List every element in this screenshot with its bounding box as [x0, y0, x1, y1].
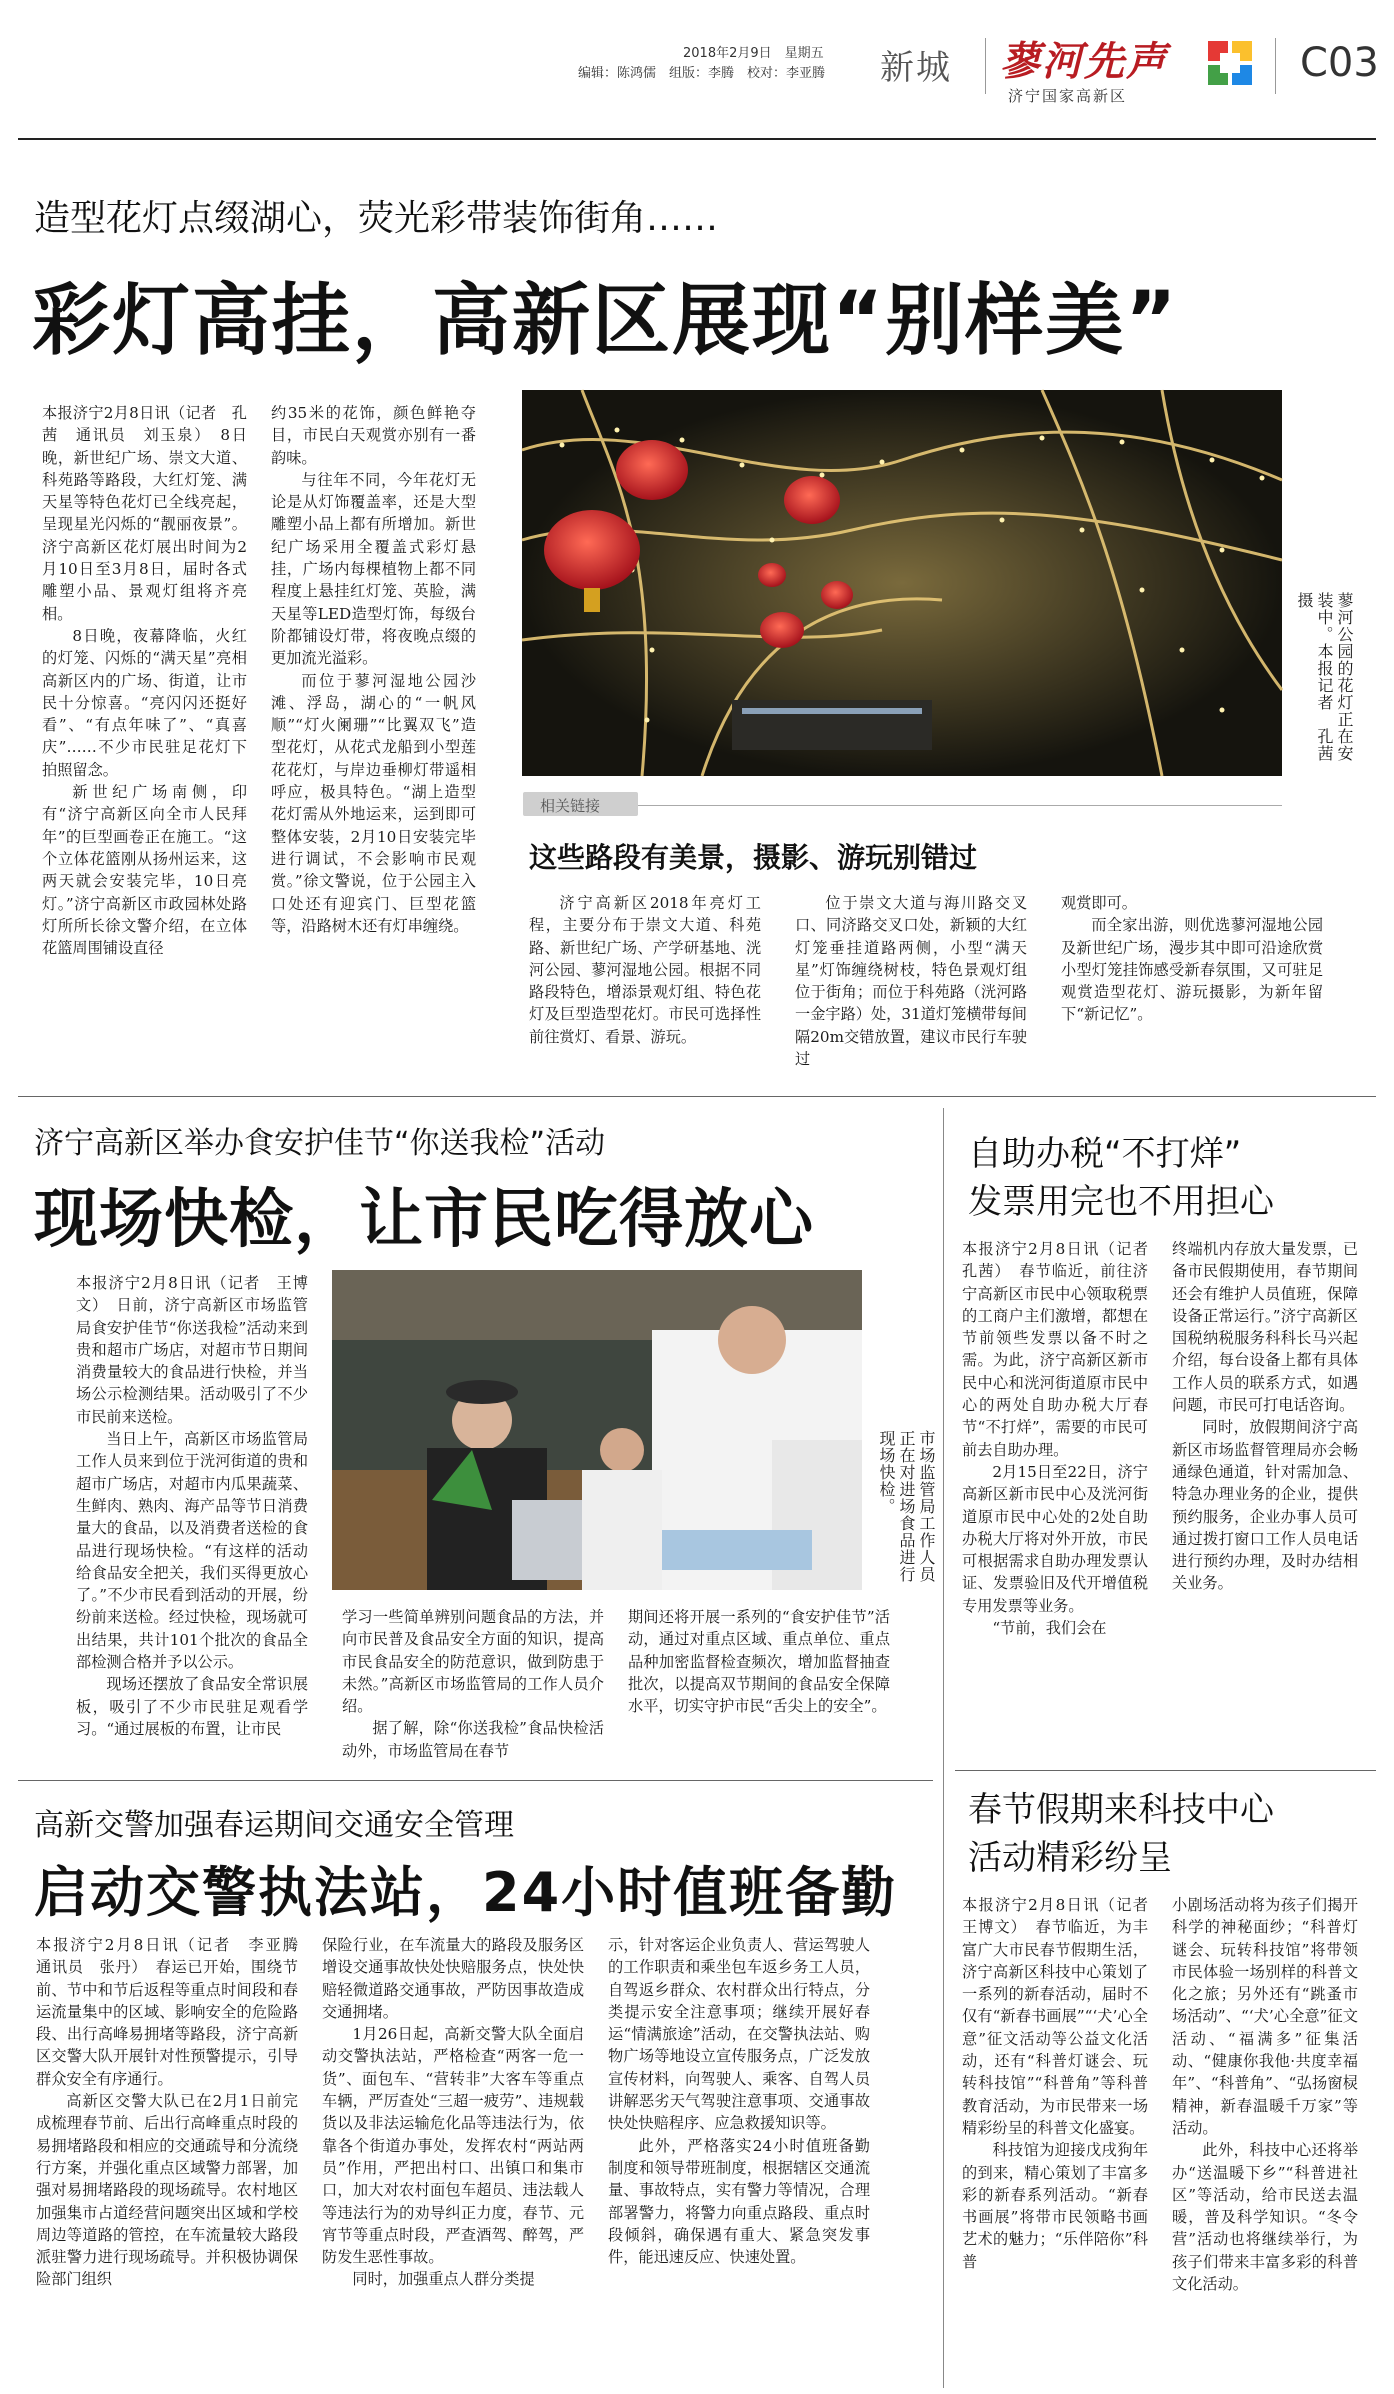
tax-headline-1: 自助办税“不打烊” — [968, 1134, 1242, 1174]
food-photo-illustration — [332, 1270, 862, 1590]
section-rule-2 — [18, 1780, 933, 1781]
food-paragraph: 据了解，除“你送我检”食品快检活动外，市场监管局在春节 — [342, 1719, 604, 1760]
tax-paragraph: 终端机内存放大量发票，已备市民假期使用，春节期间还会有维护人员值班，保障设备正常运行。”济宁高新区国税纳税服务科科长马兴起介绍，每台设备上都有具体工作人员的联系方式，如遇问题，市民可打电话咨询。 — [1172, 1240, 1358, 1415]
lead-paragraph: 本报济宁2月8日讯（记者 孔茜 通讯员 刘玉泉） 8日晚，新世纪广场、崇文大道、科苑路等路段，大红灯笼、满天星等特色花灯已全线亮起，呈现星光闪烁的“靓丽夜景”。济宁高新区花灯展出时间为2月10日至3月8日，届时各式雕塑小品、景观灯组将齐亮相。 — [42, 404, 247, 623]
food-paragraph: 本报济宁2月8日讯（记者 王博文） 日前，济宁高新区市场监管局食安护佳节“你送我检”活动来到贵和超市广场店，对超市节日期间消费量较大的食品进行快检，并当场公示检测结果。活动吸引了不少市民前来送检。 — [76, 1274, 308, 1426]
header-divider — [985, 38, 986, 94]
related-paragraph: 济宁高新区2018年亮灯工程，主要分布于崇文大道、科苑路、新世纪广场、产学研基地、洸河公园、蓼河湿地公园。根据不同路段特色，增添景观灯组、特色花灯及巨型造型花灯。市民可选择性前往赏灯、看景、游玩。 — [529, 894, 761, 1046]
section-rule-1 — [18, 1096, 1376, 1097]
traffic-paragraph: 高新区交警大队已在2月1日前完成梳理春节前、后出行高峰重点时段的易拥堵路段和相应的交通疏导和分流绕行方案，并强化重点区域警力部署，加强对易拥堵路段的现场疏导。农村地区加强集市占道经营问题突出区域和学校周边等道路的管控，在车流量较大路段派驻警力进行现场疏导。并积极协调保险部门组织 — [36, 2092, 298, 2289]
logo-subtitle: 济宁国家高新区 — [1008, 87, 1128, 105]
section-rule-3 — [955, 1770, 1376, 1771]
food-column-2 — [342, 1606, 604, 1766]
science-paragraph: 科技馆为迎接戊戌狗年的到来，精心策划了丰富多彩的新春系列活动。“新春书画展”将带市民领略书画艺术的魅力；“乐伴陪你”科普 — [962, 2141, 1148, 2271]
page-number: C03 — [1300, 40, 1379, 86]
tax-paragraph: 2月15日至22日，济宁高新区新市民中心及洸河街道原市民中心处的2处自助办税大厅将对外开放，市民可根据需求自助办理发票认证、发票验旧及代开增值税专用发票等业务。 — [962, 1462, 1148, 1615]
traffic-paragraph: 本报济宁2月8日讯（记者 李亚腾 通讯员 张丹） 春运已开始，围绕节前、节中和节后返程等重点时间段和春运流量集中的区域、影响安全的危险路段、出行高峰易拥堵等路段，济宁高新区交警大队开展针对性预警提示，引导群众安全有序通行。 — [36, 1936, 314, 2088]
header-date: 2018年2月9日 星期五 — [683, 46, 824, 61]
related-title: 这些路段有美景，摄影、游玩别错过 — [529, 841, 978, 874]
food-inspection-photo — [332, 1270, 862, 1590]
related-paragraph: 而全家出游，则优选蓼河湿地公园及新世纪广场，漫步其中即可沿途欣赏小型灯笼挂饰感受新春氛围，又可驻足观赏造型花灯、游玩摄影，为新年留下“新记忆”。 — [1061, 916, 1323, 1024]
tax-paragraph: 同时，放假期间济宁高新区市场监督管理局亦会畅通绿色通道，针对需加急、特急办理业务的企业，提供预约服务，企业办事人员可通过拨打窗口工作人员电话进行预约办理，及时办结相关业务。 — [1172, 1418, 1358, 1593]
newspaper-logo: 蓼河先声 — [1000, 38, 1168, 85]
tax-headline-2: 发票用完也不用担心 — [968, 1182, 1274, 1222]
science-column-1 — [962, 1894, 1164, 2384]
traffic-paragraph: 同时，加强重点人群分类提 — [352, 2270, 535, 2289]
science-headline-2: 活动精彩纷呈 — [968, 1838, 1172, 1878]
related-paragraph: 观赏即可。 — [1061, 894, 1137, 912]
lead-paragraph: 与往年不同，今年花灯无论是从灯饰覆盖率，还是大型雕塑小品上都有所增加。新世纪广场采用全覆盖式彩灯悬挂，广场内每棵植物上都不同程度上悬挂红灯笼、英脸，满天星等LED造型灯饰，每级台阶都铺设灯带，将夜晚点缀的更加流光溢彩。 — [271, 470, 476, 668]
food-paragraph: 学习一些简单辨别问题食品的方法，并向市民普及食品安全方面的知识，提高市民食品安全的防范意识，做到防患于未然。”高新区市场监管局的工作人员介绍。 — [342, 1608, 604, 1716]
food-headline: 现场快检，让市民吃得放心 — [34, 1183, 814, 1257]
traffic-paragraph: 示，针对客运企业负责人、营运驾驶人的工作职责和乘坐包车返乡务工人员，自驾返乡群众、农村群众出行特点，分类提示安全注意事项；继续开展好春运“情满旅途”活动，在交警执法站、购物广场等地设立宣传服务点，广泛发放宣传材料，向驾驶人、乘客、自驾人员讲解恶劣天气驾驶注意事项、交通事故快处快赔程序、应急救援知识等。 — [608, 1936, 870, 2133]
traffic-paragraph: 保险行业，在车流量大的路段及服务区增设交通事故快处快赔服务点，快处快赔轻微道路交通事故，严防因事故造成交通拥堵。 — [322, 1936, 584, 2021]
related-column-2 — [795, 892, 1027, 1072]
lead-paragraph: 新世纪广场南侧，印有“济宁高新区向全市人民拜年”的巨型画卷正在施工。“这个立体花篮刚从扬州运来，这两天就会安装完毕，10日亮灯。”济宁高新区市政园林处路灯所所长徐文警介绍，在立体花篮周围铺设直径 — [42, 783, 247, 958]
food-paragraph: 当日上午，高新区市场监管局工作人员来到位于洸河街道的贵和超市广场店，对超市内瓜果蔬菜、生鲜肉、熟肉、海产品等节日消费量大的食品，以及消费者送检的食品进行现场快检。“有这样的活动给食品安全把关，我们买得更放心了。”不少市民看到活动的开展，纷纷前来送检。经过快检，现场就可出结果，共计101个批次的食品全部检测合格并予以公示。 — [76, 1430, 308, 1672]
related-rule — [638, 805, 1282, 806]
science-headline-1: 春节假期来科技中心 — [968, 1790, 1274, 1830]
lead-paragraph: 而位于蓼河湿地公园沙滩、浮岛，湖心的“一帆风顺”“灯火阑珊”“比翼双飞”造型花灯，从花式龙船到小型莲花花灯，与岸边垂柳灯带遥相呼应，极具特色。“湖上造型花灯需从外地运来，运到即可整体安装，2月10日安装完毕进行调试，不会影响市民观赏。”徐文警说，位于公园主入口处还有迎宾门、巨型花篮等，沿路树木还有灯串缠绕。 — [271, 671, 476, 935]
lead-kicker: 造型花灯点缀湖心，荧光彩带装饰街角…… — [34, 198, 719, 239]
related-column-3 — [1061, 892, 1323, 1072]
science-column-2 — [1172, 1894, 1358, 2384]
header-divider-2 — [1275, 38, 1276, 94]
section-name: 新城 — [880, 48, 952, 88]
traffic-column-3 — [608, 1934, 870, 2384]
traffic-paragraph: 1月26日起，高新交警大队全面启动交警执法站，严格检查“两客一危一货”、面包车、“营转非”大客车等重点车辆，严厉查处“三超一疲劳”、违规载货以及非法运输危化品等违法行为，依靠各个街道办事处，发挥农村“两站两员”作用，严把出村口、出镇口和集市口，加大对农村面包车超员、违法载人等违法行为的劝导纠正力度，春节、元宵节等重点时段，严查酒驾、醉驾，严防发生恶性事故。 — [322, 2025, 584, 2267]
lead-paragraph: 8日晚，夜幕降临，火红的灯笼、闪烁的“满天星”亮相高新区内的广场、街道，让市民十分惊喜。“亮闪闪还挺好看”、“有点年味了”、“真喜庆”……不少市民驻足花灯下拍照留念。 — [42, 626, 247, 779]
related-paragraph: 位于崇文大道与海川路交叉口、同济路交叉口处，新颖的大红灯笼垂挂道路两侧，小型“满天星”灯饰缠绕树枝，特色景观灯组位于街角；而位于科苑路（洸河路一金宇路）处，31道灯笼横带每间隔20m交错放置，建议市民行车驶过 — [795, 894, 1027, 1069]
science-paragraph: 此外，科技中心还将举办“送温暖下乡”“科普进社区”等活动，给市民送去温暖，普及科学知识。“冬令营”活动也将继续举行，为孩子们带来丰富多彩的科普文化活动。 — [1172, 2141, 1358, 2294]
related-tab-label: 相关链接 — [540, 797, 601, 815]
food-column-3 — [628, 1606, 890, 1766]
lead-column-1 — [42, 402, 247, 1054]
traffic-headline: 启动交警执法站，24小时值班备勤 — [34, 1861, 898, 1924]
traffic-column-1 — [36, 1934, 314, 2384]
traffic-paragraph: 此外，严格落实24小时值班备勤制度和领导带班制度，根据辖区交通流量、事故特点，实有警力等情况，合理部署警力，将警力向重点路段、重点时段倾斜，确保遇有重大、紧急突发事件，能迅速反应、快速处置。 — [608, 2136, 870, 2267]
lantern-photo — [522, 390, 1282, 776]
header-rule — [18, 138, 1376, 140]
food-photo-caption: 市场监管局工作人员正在对进场食品进行现场快检。 — [877, 1430, 936, 1583]
traffic-column-2 — [322, 1934, 584, 2384]
science-paragraph: 小剧场活动将为孩子们揭开科学的神秘面纱；“科普灯谜会、玩转科技馆”将带领市民体验一场别样的科普文化之旅；另外还有“跳蚤市场活动”、“‘犬’心全意”征文活动、“福满多”征集活动、“健康你我他·共度幸福年”、“科普角”、“弘扬窗棂精神，新春温暖千万家”等活动。 — [1172, 1896, 1358, 2137]
column-divider — [943, 1108, 944, 2388]
district-emblem-icon — [1205, 38, 1255, 88]
science-paragraph: 本报济宁2月8日讯（记者 王博文） 春节临近，为丰富广大市民春节假期生活，济宁高新区科技中心策划了一系列的新春活动，届时不仅有“新春书画展”“‘犬’心全意”征文活动等公益文化活动，还有“科普灯谜会、玩转科技馆”“科普角”等科普教育活动，为市民带来一场精彩纷呈的科普文化盛宴。 — [962, 1896, 1164, 2137]
tax-column-1 — [962, 1238, 1164, 1768]
food-kicker: 济宁高新区举办食安护佳节“你送我检”活动 — [34, 1126, 606, 1161]
food-column-1 — [76, 1272, 308, 1757]
lantern-photo-illustration — [522, 390, 1282, 776]
lead-headline: 彩灯高挂，高新区展现“别样美” — [32, 276, 1179, 366]
tax-paragraph: 本报济宁2月8日讯（记者 孔茜） 春节临近，前往济宁高新区市民中心领取税票的工商户主们激增，都想在节前领些发票以备不时之需。为此，济宁高新区新市民中心和洸河街道原市民中心的两处自助办税大厅春节“不打烊”，需要的市民可前去自助办理。 — [962, 1240, 1164, 1459]
traffic-kicker: 高新交警加强春运期间交通安全管理 — [34, 1808, 514, 1843]
tax-column-2 — [1172, 1238, 1358, 1768]
tax-paragraph: “节前，我们会在 — [992, 1619, 1107, 1638]
food-paragraph: 期间还将开展一系列的“食安护佳节”活动，通过对重点区域、重点单位、重点品种加密监督检查频次，增加监督抽查批次，以提高双节期间的食品安全保障水平，切实守护市民“舌尖上的安全”。 — [628, 1608, 890, 1716]
related-column-1 — [529, 892, 761, 1072]
lead-paragraph: 约35米的花饰，颜色鲜艳夺目，市民白天观赏亦别有一番韵味。 — [271, 404, 476, 467]
lead-column-2 — [271, 402, 476, 1054]
food-paragraph: 现场还摆放了食品安全常识展板，吸引了不少市民驻足观看学习。“通过展板的布置，让市民 — [76, 1675, 308, 1738]
header-staff: 编辑：陈鸿儒 组版：李腾 校对：李亚腾 — [578, 66, 826, 81]
lead-photo-caption: 蓼河公园的花灯正在安装中。本报记者 孔茜 摄 — [1295, 592, 1354, 779]
